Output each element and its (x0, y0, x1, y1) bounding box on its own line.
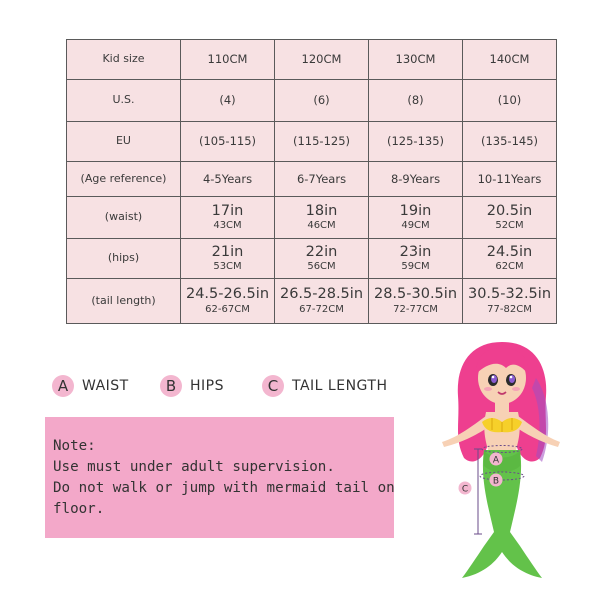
table-row (67, 162, 557, 197)
table-cell: (10) (463, 80, 557, 122)
table-cell: 130CM (369, 40, 463, 80)
table-row (67, 197, 557, 239)
table-cell (369, 197, 463, 239)
row-label: (hips) (67, 239, 181, 279)
inch-value: 18in (305, 202, 338, 219)
table-cell: 120CM (275, 40, 369, 80)
inch-value: 24.5in (486, 243, 533, 260)
table-cell: (125-135) (369, 122, 463, 162)
inch-value: 23in (399, 243, 432, 260)
table-cell: (115-125) (275, 122, 369, 162)
figure-label-c: C (461, 484, 469, 495)
table-row (67, 80, 557, 122)
legend-label: HIPS (190, 378, 224, 394)
table-row (67, 40, 557, 80)
table-cell: 110CM (181, 40, 275, 80)
inch-value: 21in (211, 243, 244, 260)
table-cell (463, 279, 557, 324)
table-cell: 140CM (463, 40, 557, 80)
inch-value: 20.5in (486, 202, 533, 219)
cm-value: 62CM (495, 261, 524, 273)
cm-value: 77-82CM (487, 303, 532, 315)
cm-value: 59CM (401, 261, 430, 273)
inch-value: 24.5-26.5in (185, 286, 270, 303)
size-table (66, 39, 557, 324)
table-cell: (135-145) (463, 122, 557, 162)
table-cell (275, 197, 369, 239)
cm-value: 52CM (495, 220, 524, 232)
note-line: Use must under adult supervision. (53, 459, 335, 475)
figure-label-a: A (492, 455, 500, 466)
row-label: (Age reference) (67, 162, 181, 197)
inch-value: 22in (305, 243, 338, 260)
row-label: EU (67, 122, 181, 162)
inch-value: 28.5-30.5in (373, 286, 458, 303)
cm-value: 53CM (213, 261, 242, 273)
row-label: U.S. (67, 80, 181, 122)
letter-c-circle-icon: C (262, 375, 284, 397)
inch-value: 26.5-28.5in (279, 286, 364, 303)
row-label: Kid size (67, 40, 181, 80)
table-cell (463, 239, 557, 279)
legend-label: TAIL LENGTH (292, 378, 388, 394)
row-label: (tail length) (67, 279, 181, 324)
table-row (67, 239, 557, 279)
letter-b-circle-icon: B (160, 375, 182, 397)
inch-value: 19in (399, 202, 432, 219)
cm-value: 72-77CM (393, 303, 438, 315)
table-cell (181, 279, 275, 324)
note-line: Do not walk or jump with mermaid tail on (53, 480, 395, 496)
note-line: floor. (53, 501, 105, 517)
cm-value: 43CM (213, 220, 242, 232)
table-cell: 10-11Years (463, 162, 557, 197)
legend-item-waist (52, 375, 129, 397)
table-row (67, 279, 557, 324)
inch-value: 17in (211, 202, 244, 219)
table-cell (181, 197, 275, 239)
cm-value: 62-67CM (205, 303, 250, 315)
cm-value: 49CM (401, 220, 430, 232)
table-cell: 4-5Years (181, 162, 275, 197)
cm-value: 56CM (307, 261, 336, 273)
table-row (67, 122, 557, 162)
cm-value: 46CM (307, 220, 336, 232)
note-box (45, 417, 394, 538)
table-cell (181, 239, 275, 279)
inch-value: 30.5-32.5in (467, 286, 552, 303)
table-cell (369, 239, 463, 279)
note-title: Note: (53, 438, 96, 454)
table-cell: 6-7Years (275, 162, 369, 197)
letter-a-circle-icon: A (52, 375, 74, 397)
row-label: (waist) (67, 197, 181, 239)
legend-item-hips (160, 375, 224, 397)
table-cell (275, 279, 369, 324)
table-cell: (105-115) (181, 122, 275, 162)
table-cell: (4) (181, 80, 275, 122)
legend-item-tail-length (262, 375, 387, 397)
mermaid-figure (432, 338, 572, 583)
table-cell (463, 197, 557, 239)
table-cell (369, 279, 463, 324)
table-cell: (6) (275, 80, 369, 122)
measurement-legend (52, 375, 397, 399)
cm-value: 67-72CM (299, 303, 344, 315)
legend-label: WAIST (82, 378, 129, 394)
figure-label-b: B (492, 476, 500, 487)
table-cell: 8-9Years (369, 162, 463, 197)
table-cell (275, 239, 369, 279)
table-cell: (8) (369, 80, 463, 122)
